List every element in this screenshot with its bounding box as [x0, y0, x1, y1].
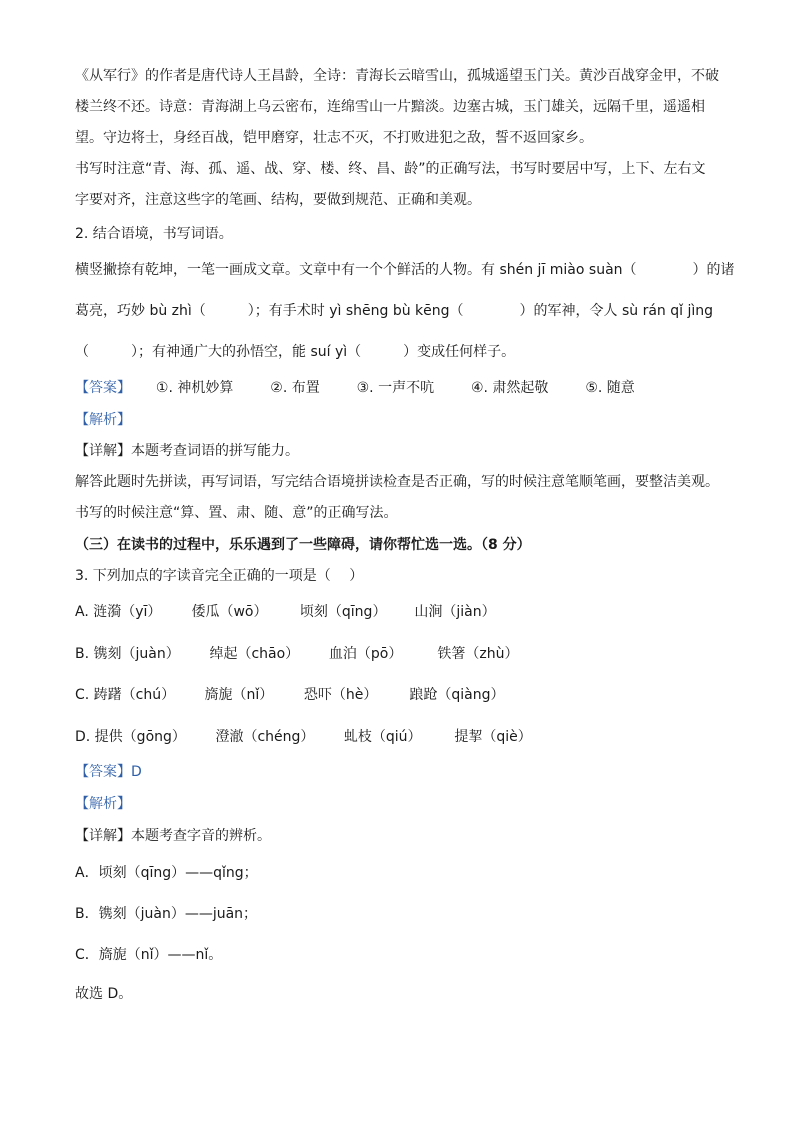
q3-conclusion: 故选 D。	[75, 986, 133, 1002]
option-c-item-2: 旖旎（nǐ）	[204, 687, 274, 703]
option-b-item-1: B. 镌刻（juàn）	[75, 646, 180, 662]
option-a-item-4: 山涧（jiàn）	[414, 604, 496, 620]
option-a-item-3: 顷刻（qīng）	[299, 604, 387, 620]
answer-tag: 【答案】	[75, 380, 131, 396]
q2-line-2: 葛亮，巧妙 bù zhì（ ）；有手术时 yì shēng bù kēng（ ）的军神，令人 sù rán qǐ jìng	[75, 303, 714, 319]
q2-line-1: 横竖撇捺有乾坤，一笔一画成文章。文章中有一个个鲜活的人物。有 shén jī miào suàn（ ）的诸	[75, 262, 735, 278]
q3-option-b	[75, 644, 518, 664]
option-d-item-4: 提挈（qiè）	[454, 729, 532, 745]
option-d-item-2: 澄澈（chéng）	[215, 729, 315, 745]
poem-line-5: 字要对齐，注意这些字的笔画、结构，要做到规范、正确和美观。	[75, 192, 481, 208]
poem-line-4: 书写时注意“青、海、孤、遥、战、穿、楼、终、昌、龄”的正确写法，书写时要居中写，上下、左右文	[75, 161, 706, 177]
q2-answer-row	[75, 378, 635, 398]
q2-title: 2. 结合语境，书写词语。	[75, 226, 233, 242]
poem-line-1: 《从军行》的作者是唐代诗人王昌龄，全诗：青海长云暗雪山，孤城遥望玉门关。黄沙百战穿金甲，不破	[75, 68, 719, 84]
q3-option-a	[75, 602, 496, 622]
q2-detail-line-1: 解答此题时先拼读，再写词语，写完结合语境拼读检查是否正确，写的时候注意笔顺笔画，要整洁美观。	[75, 474, 719, 490]
option-c-item-4: 踉跄（qiàng）	[409, 687, 505, 703]
option-b-item-4: 铁箸（zhù）	[437, 646, 519, 662]
poem-line-2: 楼兰终不还。诗意：青海湖上乌云密布，连绵雪山一片黯淡。边塞古城，玉门雄关，远隔千里，遥遥相	[75, 99, 705, 115]
option-c-item-3: 恐吓（hè）	[303, 687, 378, 703]
poem-line-3: 望。守边将士，身经百战，铠甲磨穿，壮志不灭，不打败进犯之敌，誓不返回家乡。	[75, 130, 593, 146]
q2-detail-line-2: 书写的时候注意“算、置、肃、随、意”的正确写法。	[75, 505, 398, 521]
option-b-item-3: 血泊（pō）	[328, 646, 403, 662]
option-d-item-3: 虬枝（qiú）	[343, 729, 422, 745]
q3-analysis-tag: 【解析】	[75, 796, 131, 812]
q3-detail: 【详解】本题考查字音的辨析。	[75, 828, 271, 844]
answer-5: ⑤. 随意	[585, 380, 635, 396]
option-c-item-1: C. 踌躇（chú）	[75, 687, 176, 703]
answer-1: ①. 神机妙算	[155, 380, 234, 396]
q3-option-c	[75, 685, 504, 705]
q3-explain-b: B．镌刻（juàn）——juān；	[75, 906, 258, 922]
q3-answer: 【答案】D	[75, 764, 142, 780]
q3-stem: 3. 下列加点的字读音完全正确的一项是（ ）	[75, 568, 364, 584]
option-a-item-1: A. 涟漪（yī）	[75, 604, 162, 620]
section-3-title: （三）在读书的过程中，乐乐遇到了一些障碍，请你帮忙选一选。（8 分）	[75, 537, 531, 553]
option-d-item-1: D. 提供（gōng）	[75, 729, 186, 745]
option-b-item-2: 绰起（chāo）	[209, 646, 300, 662]
q2-analysis-tag: 【解析】	[75, 412, 131, 428]
answer-4: ④. 肃然起敬	[470, 380, 549, 396]
q3-explain-c: C．旖旎（nǐ）——nǐ。	[75, 947, 223, 963]
option-a-item-2: 倭瓜（wō）	[191, 604, 268, 620]
q3-option-d	[75, 727, 532, 747]
answer-2: ②. 布置	[270, 380, 320, 396]
answer-3: ③. 一声不吭	[356, 380, 435, 396]
q2-detail: 【详解】本题考查词语的拼写能力。	[75, 443, 299, 459]
q3-explain-a: A．顷刻（qīng）——qǐng；	[75, 865, 258, 881]
q2-line-3: （ ）；有神通广大的孙悟空，能 suí yì（ ）变成任何样子。	[75, 344, 516, 360]
